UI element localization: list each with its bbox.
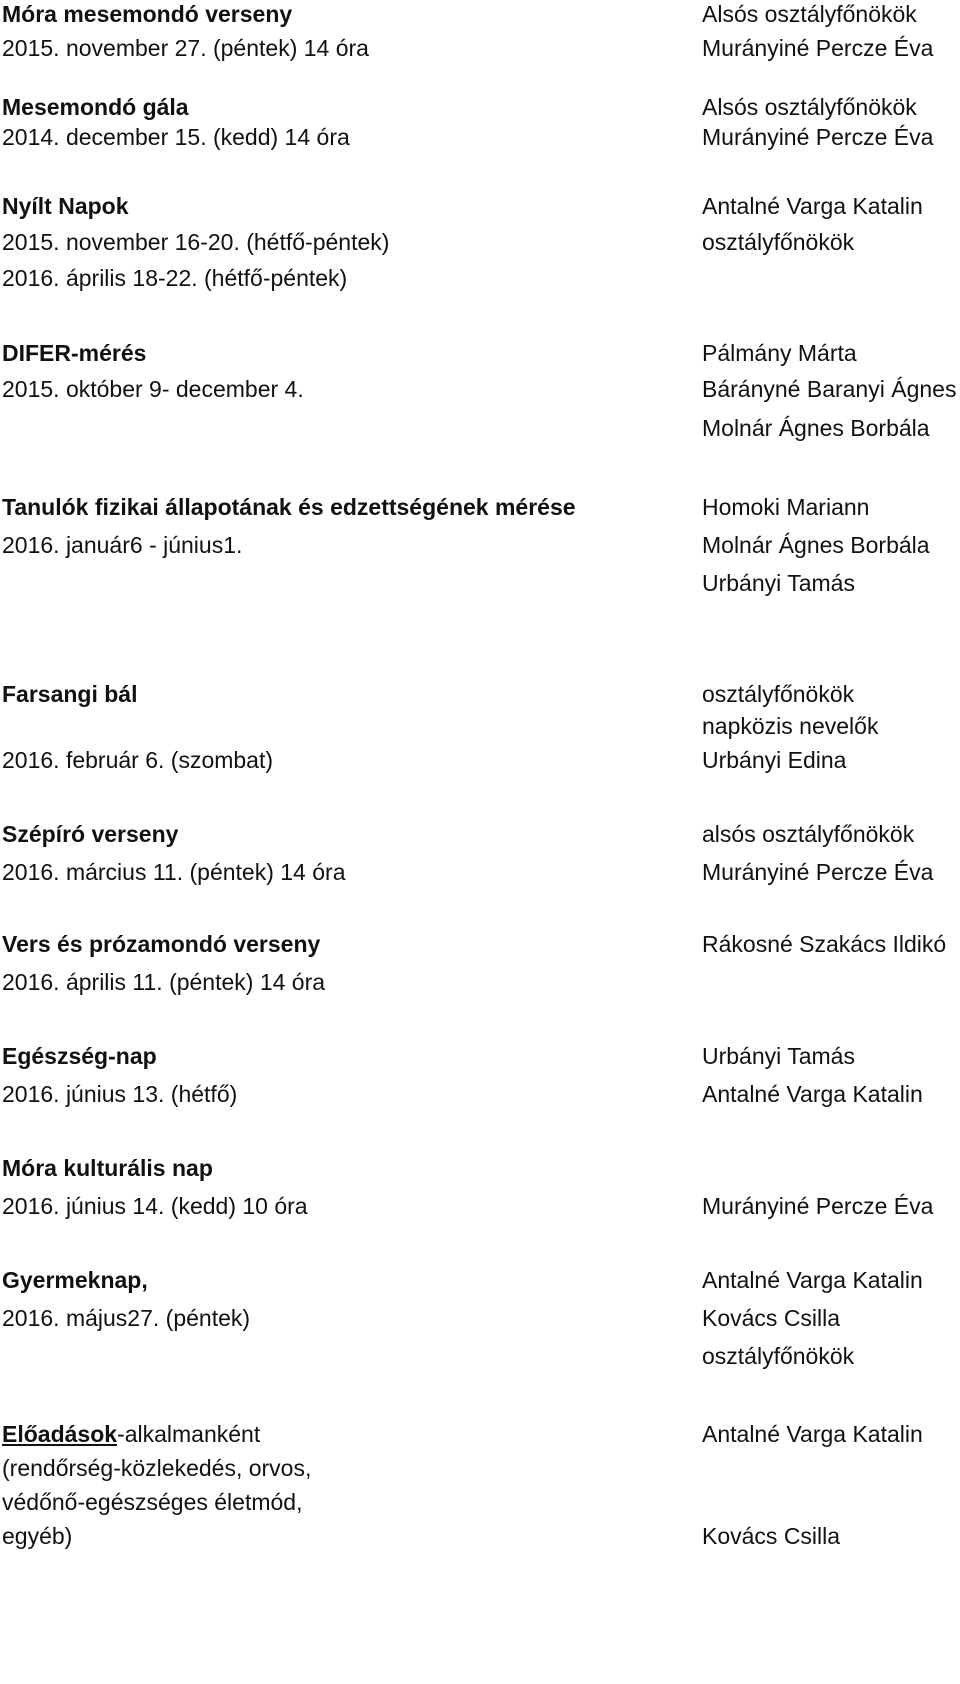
event-title: Farsangi bál xyxy=(2,681,138,707)
event-responsible: Murányiné Percze Éva xyxy=(702,859,934,885)
event-responsible: Murányiné Percze Éva xyxy=(702,35,934,61)
event-title: Szépíró verseny xyxy=(2,821,179,847)
event-title: DIFER-mérés xyxy=(2,340,147,366)
event-responsible: Urbányi Tamás xyxy=(702,1043,855,1069)
event-responsible: Antalné Varga Katalin xyxy=(702,1081,923,1107)
event-responsible: Antalné Varga Katalin xyxy=(702,193,923,219)
event-date: (rendőrség-közlekedés, orvos, xyxy=(2,1455,312,1481)
event-responsible: osztályfőnökök xyxy=(702,1343,855,1369)
event-title: Egészség-nap xyxy=(2,1043,157,1069)
event-responsible: Kovács Csilla xyxy=(702,1523,841,1549)
event-responsible: napközis nevelők xyxy=(702,713,879,739)
event-responsible: Antalné Varga Katalin xyxy=(702,1421,923,1447)
event-date: egyéb) xyxy=(2,1523,73,1549)
event-date: 2016. március 11. (péntek) 14 óra xyxy=(2,859,346,885)
event-date: 2016. április 18-22. (hétfő-péntek) xyxy=(2,265,348,291)
event-date: 2016. június 13. (hétfő) xyxy=(2,1081,238,1107)
event-responsible: osztályfőnökök xyxy=(702,229,855,255)
event-responsible: alsós osztályfőnökök xyxy=(702,821,915,847)
event-date: 2016. április 11. (péntek) 14 óra xyxy=(2,969,326,995)
event-title: Előadások xyxy=(2,1421,118,1447)
event-responsible: Pálmány Márta xyxy=(702,340,857,366)
event-responsible: osztályfőnökök xyxy=(702,681,855,707)
event-responsible: Alsós osztályfőnökök xyxy=(702,1,917,27)
event-title-line xyxy=(2,1420,260,1448)
event-date: 2015. október 9- december 4. xyxy=(2,376,304,402)
event-date: védőnő-egészséges életmód, xyxy=(2,1489,303,1515)
event-title: Mesemondó gála xyxy=(2,94,189,120)
event-date: 2016. június 14. (kedd) 10 óra xyxy=(2,1193,308,1219)
event-responsible: Alsós osztályfőnökök xyxy=(702,94,917,120)
event-title: Móra mesemondó verseny xyxy=(2,1,293,27)
event-date: 2016. január6 - június1. xyxy=(2,532,243,558)
event-date: 2016. május27. (péntek) xyxy=(2,1305,251,1331)
event-responsible: Molnár Ágnes Borbála xyxy=(702,532,930,558)
event-responsible: Molnár Ágnes Borbála xyxy=(702,415,930,441)
event-responsible: Urbányi Tamás xyxy=(702,570,855,596)
event-title: Móra kulturális nap xyxy=(2,1155,213,1181)
event-title: Gyermeknap, xyxy=(2,1267,148,1293)
event-responsible: Urbányi Edina xyxy=(702,747,847,773)
event-responsible: Murányiné Percze Éva xyxy=(702,1193,934,1219)
event-title: Vers és prózamondó verseny xyxy=(2,931,321,957)
event-responsible: Kovács Csilla xyxy=(702,1305,841,1331)
event-title: Tanulók fizikai állapotának és edzettségének mérése xyxy=(2,494,576,520)
event-responsible: Antalné Varga Katalin xyxy=(702,1267,923,1293)
event-title: Nyílt Napok xyxy=(2,193,129,219)
event-date: 2015. november 27. (péntek) 14 óra xyxy=(2,35,369,61)
event-date: 2015. november 16-20. (hétfő-péntek) xyxy=(2,229,390,255)
event-date: 2016. február 6. (szombat) xyxy=(2,747,274,773)
event-responsible: Bárányné Baranyi Ágnes xyxy=(702,376,957,402)
event-responsible: Murányiné Percze Éva xyxy=(702,124,934,150)
event-title-suffix: -alkalmanként xyxy=(117,1421,261,1447)
event-responsible: Homoki Mariann xyxy=(702,494,870,520)
event-date: 2014. december 15. (kedd) 14 óra xyxy=(2,124,350,150)
event-responsible: Rákosné Szakács Ildikó xyxy=(702,931,947,957)
